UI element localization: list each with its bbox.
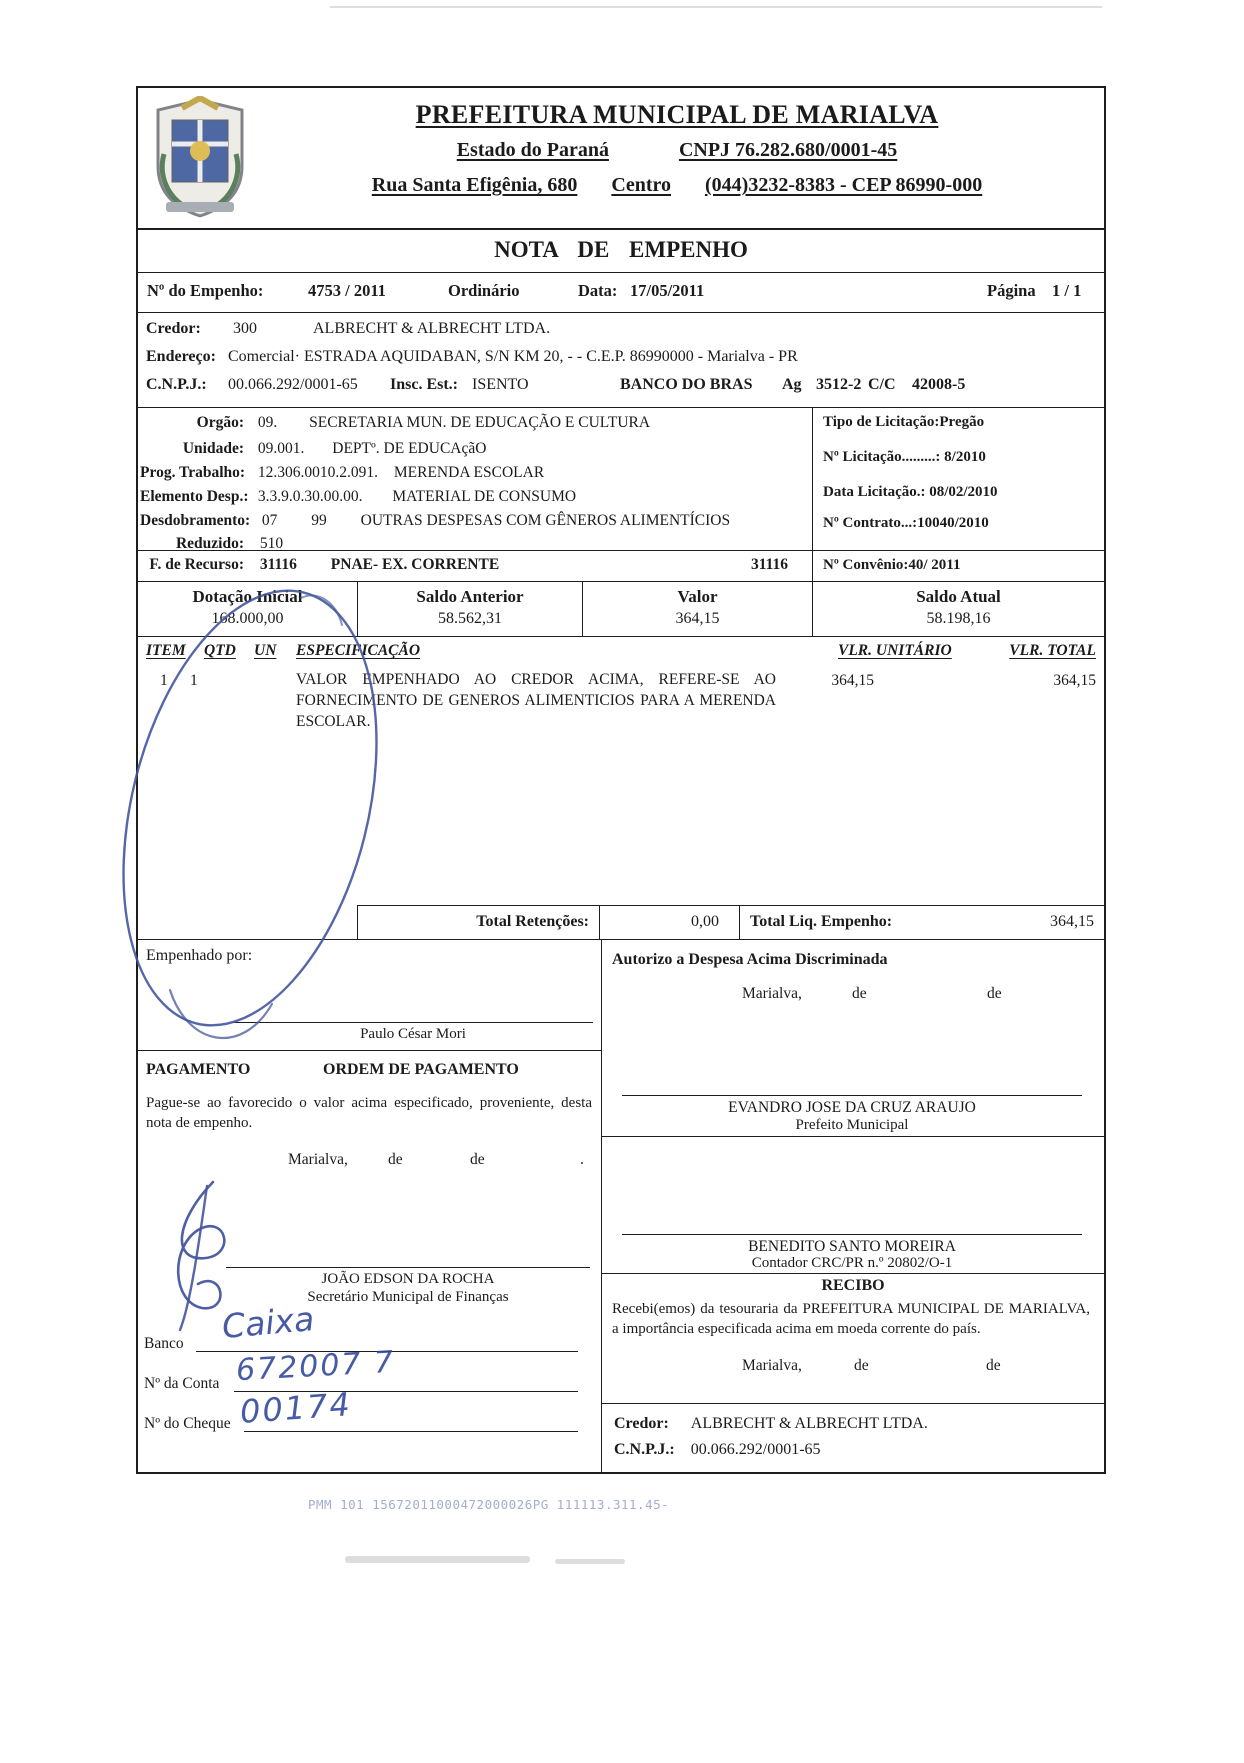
breakdown-row (140, 512, 730, 530)
totals-spacer (138, 905, 357, 939)
expense-element-name: MATERIAL DE CONSUMO (392, 488, 577, 505)
net-total-cell (739, 905, 1104, 939)
municipality-title: PREFEITURA MUNICIPAL DE MARIALVA (415, 100, 939, 129)
current-balance-value: 58.198,16 (926, 610, 991, 627)
item-unit-price: 364,15 (831, 672, 874, 689)
item-total-price: 364,15 (1053, 672, 1096, 689)
authorization-divider-1 (602, 1136, 1104, 1137)
reduced-label: Reduzido: (175, 535, 244, 552)
payment-divider (138, 1050, 601, 1051)
payment-de-1: de (388, 1151, 403, 1168)
agency-label: Ag (782, 376, 802, 393)
item-qty: 1 (190, 672, 198, 689)
finance-secretary-name: JOÃO EDSON DA ROCHA (321, 1271, 495, 1287)
bank-field-label: Banco (144, 1335, 184, 1352)
col-header-unit: UN (254, 642, 277, 659)
receipt-creditor-label: Credor: (614, 1415, 669, 1432)
resource-name: PNAE- EX. CORRENTE (330, 556, 500, 573)
expense-element-row (140, 488, 576, 506)
creditor-cnpj-label: C.N.P.J.: (146, 376, 207, 393)
work-program-row (140, 464, 544, 482)
bidding-date: Data Licitação.: 08/02/2010 (823, 484, 998, 500)
receipt-cnpj-label: C.N.P.J.: (614, 1441, 675, 1458)
bank-name: BANCO DO BRAS (620, 376, 753, 393)
payment-de-2: de (470, 1151, 485, 1168)
scan-artifact-top-line (330, 6, 1102, 8)
creditor-name: ALBRECHT & ALBRECHT LTDA. (313, 320, 551, 337)
unit-label: Unidade: (182, 440, 244, 457)
authorization-de-2: de (987, 985, 1002, 1002)
scan-smudge-1 (345, 1556, 530, 1563)
cheque-field-line (244, 1431, 578, 1432)
current-balance-cell (812, 581, 1104, 636)
value-amount: 364,15 (675, 610, 720, 627)
creditor-label: Credor: (146, 320, 201, 337)
items-table (138, 636, 1104, 905)
authorization-de-1: de (852, 985, 867, 1002)
street-address: Rua Santa Efigênia, 680 (371, 174, 578, 196)
previous-balance-label: Saldo Anterior (416, 587, 524, 606)
document-title: NOTA DE EMPENHO (138, 228, 1104, 273)
authorization-city: Marialva, (742, 985, 802, 1002)
mayor-name: EVANDRO JOSE DA CRUZ ARAUJO (728, 1099, 976, 1116)
col-header-spec: ESPECIFICAÇÃO (296, 642, 421, 659)
previous-balance-value: 58.562,31 (438, 610, 502, 627)
previous-balance-cell (357, 581, 582, 636)
account-value: 42008-5 (912, 376, 966, 393)
receipt-de-1: de (854, 1357, 869, 1374)
breakdown-label: Desdobramento: (140, 512, 251, 529)
authorization-title: Autorizo a Despesa Acima Discriminada (612, 951, 888, 968)
contract-number: Nº Contrato...:10040/2010 (823, 515, 989, 531)
coat-of-arms-icon (152, 96, 248, 218)
work-program-code: 12.306.0010.2.091. (257, 464, 378, 481)
state-reg-label: Insc. Est.: (390, 376, 459, 393)
bidding-number: Nº Licitação.........: 8/2010 (823, 449, 986, 465)
work-program-label: Prog. Trabalho: (140, 464, 246, 481)
handwritten-bank-name: Caixa (220, 1299, 316, 1346)
col-header-qty: QTD (204, 642, 236, 659)
finance-secretary-signature-line (226, 1267, 590, 1268)
creditor-section (138, 312, 1104, 408)
expense-element-code: 3.3.9.0.30.00.00. (257, 488, 363, 505)
payment-period: . (580, 1151, 584, 1168)
unit-row (140, 440, 486, 458)
receipt-city: Marialva, (742, 1357, 802, 1374)
net-total-value: 364,15 (1050, 913, 1094, 930)
accountant-name: BENEDITO SANTO MOREIRA (748, 1238, 956, 1255)
work-program-name: MERENDA ESCOLAR (393, 464, 545, 481)
committed-by-signature-line (233, 1022, 593, 1023)
date-label: Data: (578, 281, 618, 300)
district: Centro (611, 174, 671, 196)
header-line-state-cnpj (256, 139, 1098, 162)
header-line-address (256, 174, 1098, 197)
nota-de-empenho-form (136, 86, 1106, 1474)
item-number: 1 (160, 672, 168, 689)
balances-row (138, 581, 1104, 637)
empenho-number: 4753 / 2011 (308, 281, 386, 300)
expense-element-label: Elemento Desp.: (140, 488, 249, 505)
agreement-number: Nº Convênio:40/ 2011 (823, 557, 961, 573)
organ-label: Orgão: (196, 414, 244, 431)
item-specification: VALOR EMPENHADO AO CREDOR ACIMA, REFERE-SE AO FORNECIMENTO DE GENEROS ALIMENTICIOS PARA A MERENDA ESCOLAR. (296, 671, 776, 730)
committed-by-label: Empenhado por: (146, 947, 253, 964)
payment-title: PAGAMENTO (146, 1061, 251, 1078)
reduced-value: 510 (259, 535, 284, 552)
resource-label: F. de Recurso: (149, 556, 244, 573)
receipt-divider (602, 1403, 1104, 1404)
col-header-unit-price: VLR. UNITÁRIO (838, 642, 952, 659)
empenho-number-label: Nº do Empenho: (147, 281, 264, 300)
receipt-text: Recebi(emos) da tesouraria da PREFEITURA MUNICIPAL DE MARIALVA, a importância especificada acima em moeda corrente do país. (612, 1301, 1090, 1338)
initial-allocation-label: Dotação Inicial (192, 587, 303, 606)
state-reg-value: ISENTO (472, 376, 529, 393)
initial-allocation-value: 168.000,00 (211, 610, 284, 627)
retentions-value: 0,00 (599, 905, 739, 939)
bidding-type: Tipo de Licitação:Pregão (823, 414, 985, 430)
payment-order-text: Pague-se ao favorecido o valor acima especificado, proveniente, desta nota de empenho. (146, 1095, 592, 1132)
breakdown-name: OUTRAS DESPESAS COM GÊNEROS ALIMENTÍCIOS (360, 512, 731, 529)
agency-value: 3512-2 (816, 376, 862, 393)
resource-code: 31116 (259, 556, 297, 573)
organ-row (140, 414, 650, 432)
totals-row (138, 905, 1104, 940)
state-label: Estado do Paraná (456, 139, 609, 161)
cnpj-header: CNPJ 76.282.680/0001-45 (678, 139, 898, 161)
dot-matrix-footer-text: PMM 101 15672011000472000026PG 111113.311.45- (308, 1497, 670, 1512)
handwritten-account-number: 672007 7 (235, 1344, 396, 1389)
scan-smudge-2 (555, 1559, 625, 1564)
current-balance-label: Saldo Atual (916, 587, 1001, 606)
value-label: Valor (677, 587, 718, 606)
cheque-field-label: Nº do Cheque (144, 1415, 231, 1432)
payment-order-title: ORDEM DE PAGAMENTO (323, 1061, 519, 1078)
receipt-creditor-line (614, 1415, 928, 1433)
receipt-cnpj-value: 00.066.292/0001-65 (690, 1441, 821, 1458)
account-field-label: Nº da Conta (144, 1375, 220, 1392)
mayor-signature-line (622, 1095, 1082, 1096)
retentions-label: Total Retenções: (357, 905, 599, 939)
resource-row (140, 556, 499, 574)
receipt-cnpj-line (614, 1441, 821, 1459)
finance-secretary-role: Secretário Municipal de Finanças (307, 1289, 509, 1305)
organ-name: SECRETARIA MUN. DE EDUCAÇÃO E CULTURA (309, 414, 651, 431)
value-cell (582, 581, 812, 636)
net-total-label: Total Liq. Empenho: (750, 913, 893, 930)
empenho-number-row (138, 270, 1104, 313)
page-value: 1 / 1 (1052, 281, 1082, 300)
unit-code: 09.001. (257, 440, 305, 457)
date-value: 17/05/2011 (630, 281, 705, 300)
page-label: Página (987, 281, 1036, 300)
authorization-column (602, 939, 1104, 1472)
unit-name: DEPTº. DE EDUCAçãO (332, 440, 487, 457)
accountant-role: Contador CRC/PR n.º 20802/O-1 (751, 1255, 953, 1271)
header-text-block (256, 100, 1098, 197)
address-value: Comercial· ESTRADA AQUIDABAN, S/N KM 20, - - C.E.P. 86990000 - Marialva - PR (228, 348, 798, 365)
receipt-creditor-name: ALBRECHT & ALBRECHT LTDA. (690, 1415, 928, 1432)
empenho-type: Ordinário (448, 281, 520, 300)
payment-city: Marialva, (288, 1151, 348, 1168)
handwritten-cheque-number: 00174 (238, 1385, 353, 1431)
initial-allocation-cell (138, 581, 357, 636)
account-label: C/C (868, 376, 896, 393)
accountant-signature-line (622, 1234, 1082, 1235)
bidding-info-panel (812, 407, 1104, 581)
form-header (138, 88, 1104, 228)
authorization-divider-2 (602, 1273, 1104, 1274)
address-label: Endereço: (146, 348, 216, 365)
phone-cep: (044)3232-8383 - CEP 86990-000 (705, 174, 983, 196)
resource-code-2: 31116 (750, 556, 788, 573)
col-header-total-price: VLR. TOTAL (1009, 642, 1096, 659)
creditor-cnpj-value: 00.066.292/0001-65 (228, 376, 358, 393)
signatures-section (138, 939, 1104, 1472)
mayor-role: Prefeito Municipal (795, 1117, 909, 1133)
budget-classification-section (138, 407, 1104, 582)
breakdown-code-1: 07 (261, 512, 278, 529)
payment-column (138, 939, 602, 1472)
receipt-de-2: de (986, 1357, 1001, 1374)
municipal-coat-of-arms-logo (152, 96, 248, 218)
organ-code: 09. (257, 414, 278, 431)
creditor-code: 300 (233, 320, 257, 337)
col-header-item: ITEM (146, 642, 186, 659)
breakdown-code-2: 99 (311, 512, 327, 529)
committed-by-name: Paulo César Mori (360, 1026, 466, 1042)
receipt-title: RECIBO (821, 1277, 885, 1294)
